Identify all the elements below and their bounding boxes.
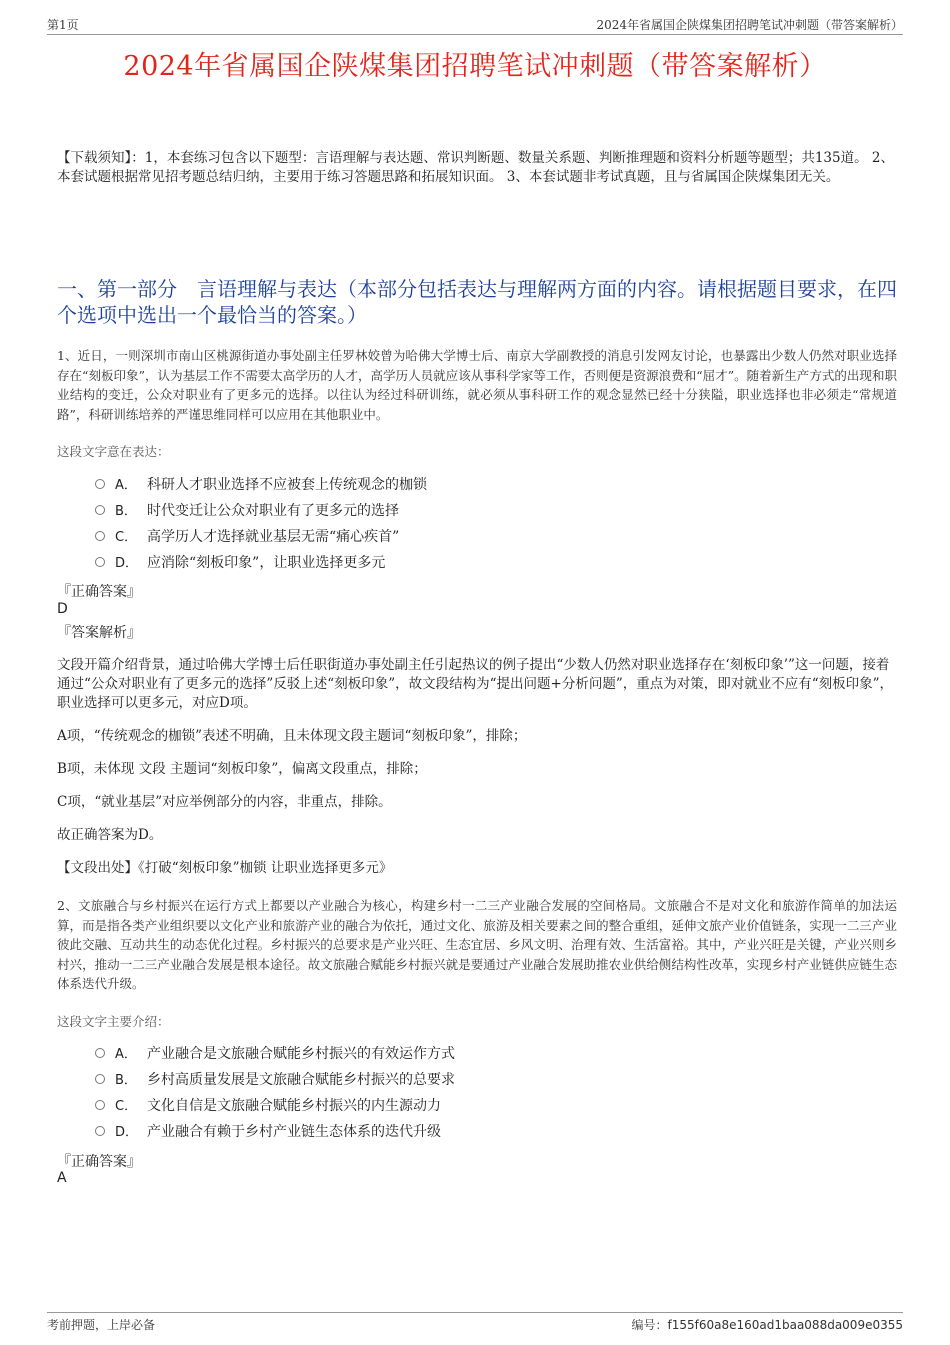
question-2-option-a[interactable]: A． 产业融合是文旅融合赋能乡村振兴的有效运作方式: [95, 1041, 695, 1067]
section-heading: 一、第一部分 言语理解与表达（本部分包括表达与理解两方面的内容。请根据题目要求，在四个选项中选出一个最恰当的答案。）: [57, 277, 897, 327]
question-2-answer-label: 『正确答案』: [57, 1154, 141, 1170]
radio-icon[interactable]: [95, 557, 105, 567]
radio-icon[interactable]: [95, 479, 105, 489]
question-1-option-b[interactable]: B． 时代变迁让公众对职业有了更多元的选择: [95, 498, 695, 524]
radio-icon[interactable]: [95, 1126, 105, 1136]
question-1-analysis-para-2: A项，“传统观念的枷锁”表述不明确，且未体现文段主题词“刻板印象”，排除；: [57, 728, 527, 744]
question-2-option-c[interactable]: C． 文化自信是文旅融合赋能乡村振兴的内生源动力: [95, 1093, 695, 1119]
question-1-analysis-para-1: 文段开篇介绍背景，通过哈佛大学博士后任职街道办事处副主任引起热议的例子提出“少数人仍然对职业选择存在‘刻板印象’”这一问题，接着通过“公众对职业有了更多元的选择”反驳上述“刻板印象”，故文段结构为“提出问题+分析问题”，重点为对策，即对就业不应有“刻板印象”，职业选择可以更多元，对应D项。: [57, 657, 894, 711]
question-1-analysis-para-5: 故正确答案为D。: [57, 827, 163, 843]
question-2-text: 2、文旅融合与乡村振兴在运行方式上都要以产业融合为核心，构建乡村一二三产业融合发展的空间格局。文旅融合不是对文化和旅游作简单的加法运算，而是指各类产业组织要以文化产业和旅游产业的融合为依托，通过文化、旅游及相关要素之间的整合重组，延伸文旅产业价值链条，实现一二三产业彼此交融、互动共生的动态优化过程。乡村振兴的总要求是产业兴旺、生态宜居、乡风文明、治理有效、生活富裕。其中，产业兴旺是关键，产业兴则乡村兴，推动一二三产业融合发展是根本途径。故文旅融合赋能乡村振兴就是要通过产业融合发展助推农业供给侧结构性改革，实现乡村产业链供应链生态体系迭代升级。: [57, 898, 897, 991]
question-1-answer-label: 『正确答案』: [57, 584, 141, 600]
question-1-options: [95, 472, 695, 576]
radio-icon[interactable]: [95, 505, 105, 515]
question-2-option-d[interactable]: D． 产业融合有赖于乡村产业链生态体系的迭代升级: [95, 1119, 695, 1145]
code-value: f155f60a8e160ad1baa088da009e0355: [667, 1318, 903, 1332]
radio-icon[interactable]: [95, 1100, 105, 1110]
question-2-prompt: 这段文字主要介绍：: [57, 1014, 170, 1029]
radio-icon[interactable]: [95, 1048, 105, 1058]
page-header: [47, 14, 903, 35]
question-1-option-c[interactable]: C． 高学历人才选择就业基层无需“痛心疾首”: [95, 524, 695, 550]
question-1-analysis-label: 『答案解析』: [57, 625, 141, 641]
page-number: 第1页: [47, 18, 79, 32]
running-title: 2024年省属国企陕煤集团招聘笔试冲刺题（带答案解析）: [596, 18, 903, 32]
radio-icon[interactable]: [95, 531, 105, 541]
document-code: [631, 1316, 903, 1333]
question-1-analysis-para-4: C项，“就业基层”对应举例部分的内容，非重点，排除。: [57, 794, 392, 810]
question-2-options: [95, 1041, 695, 1145]
question-2-option-b[interactable]: B． 乡村高质量发展是文旅融合赋能乡村振兴的总要求: [95, 1067, 695, 1093]
question-1-option-a[interactable]: A． 科研人才职业选择不应被套上传统观念的枷锁: [95, 472, 695, 498]
code-label: 编号：: [631, 1318, 668, 1332]
footer-slogan: 考前押题，上岸必备: [47, 1318, 156, 1332]
question-1-analysis-para-3: B项，未体现 文段 主题词“刻板印象”，偏离文段重点，排除；: [57, 761, 427, 777]
question-2-answer: A: [57, 1170, 67, 1186]
question-1-source: 【文段出处】《打破“刻板印象”枷锁 让职业选择更多元》: [57, 860, 393, 876]
download-notice: 【下载须知】：1，本套练习包含以下题型：言语理解与表达题、常识判断题、数量关系题、判断推理题和资料分析题等题型；共135道。 2、本套试题根据常见招考题总结归纳，主要用于练习答题思路和拓展知识面。 3、本套试题非考试真题，且与省属国企陕煤集团无关。: [57, 150, 894, 185]
question-1-answer: D: [57, 601, 68, 617]
page-footer: [47, 1312, 903, 1335]
question-1-option-d[interactable]: D． 应消除“刻板印象”，让职业选择更多元: [95, 550, 695, 576]
question-1-text: 1、近日，一则深圳市南山区桃源街道办事处副主任罗林姣曾为哈佛大学博士后、南京大学副教授的消息引发网友讨论，也暴露出少数人仍然对职业选择存在“刻板印象”，认为基层工作不需要太高学历的人才，高学历人员就应该从事科学家等工作，否则便是资源浪费和“屈才”。随着新生产方式的出现和职业结构的变迁，公众对职业有了更多元的选择。以往认为经过科研训练，就必须从事科研工作的观念显然已经十分狭隘，职业选择也非必须走“常规道路”，科研训练培养的严谨思维同样可以应用在其他职业中。: [57, 348, 897, 422]
radio-icon[interactable]: [95, 1074, 105, 1084]
document-title: 2024年省属国企陕煤集团招聘笔试冲刺题（带答案解析）: [123, 51, 827, 82]
question-1-prompt: 这段文字意在表达：: [57, 444, 170, 459]
